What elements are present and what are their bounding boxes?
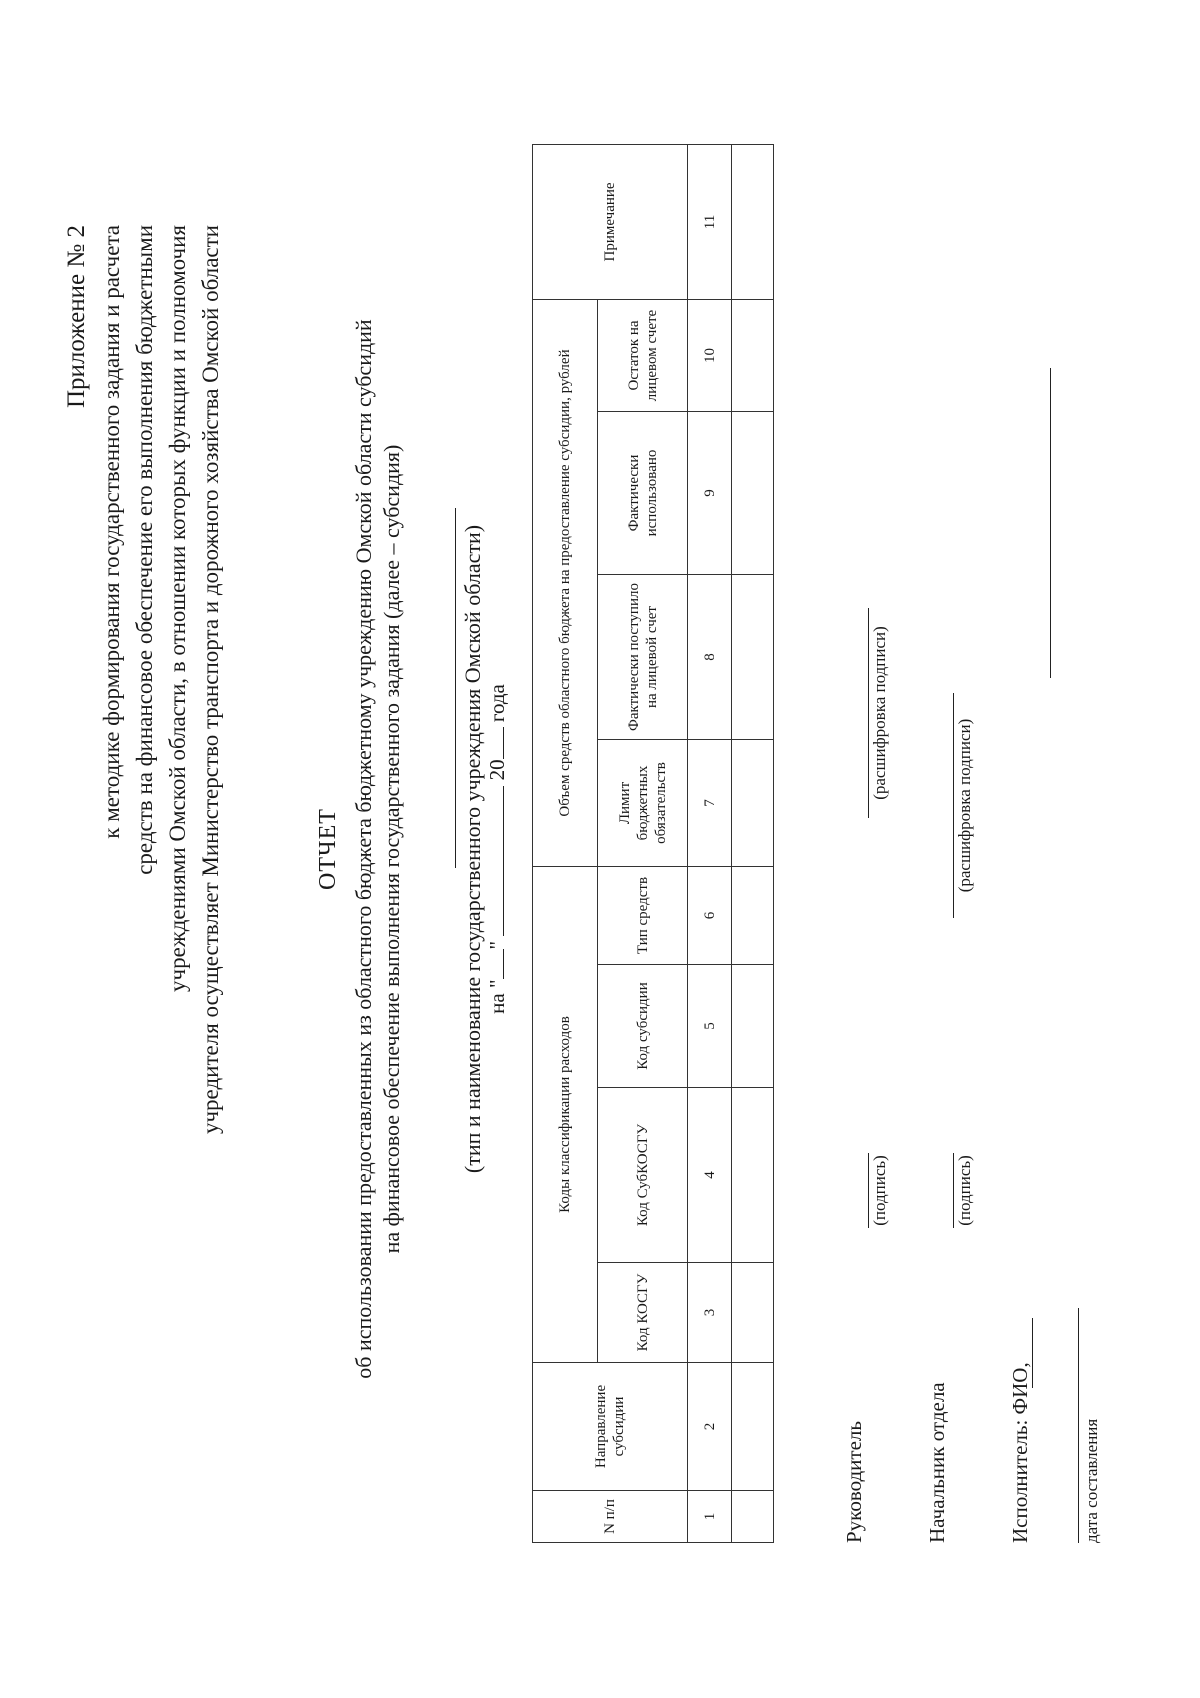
report-title: ОТЧЕТ	[315, 808, 341, 890]
report-subtitle	[350, 0, 406, 1698]
header-limit: Лимит бюджетных обязательств	[598, 740, 688, 867]
date-prefix: на "	[485, 979, 509, 1014]
year-prefix: 20	[485, 759, 509, 781]
column-number: 3	[688, 1263, 732, 1363]
date-compiled-caption: дата составления	[1082, 1418, 1101, 1543]
column-number: 1	[688, 1491, 732, 1543]
table-cell[interactable]	[732, 1491, 774, 1543]
date-compiled-line[interactable]	[1078, 1308, 1079, 1543]
column-number: 4	[688, 1088, 732, 1263]
bottom-right-line	[1050, 368, 1051, 678]
dept-head-signature-caption: (подпись)	[955, 1155, 974, 1226]
date-quote: "	[485, 940, 509, 950]
header-used: Фактически использовано	[598, 412, 688, 575]
institution-caption: (тип и наименование государственного учреждения Омской области)	[460, 524, 485, 1174]
header-num: N п/п	[533, 1491, 688, 1543]
table-cell[interactable]	[732, 575, 774, 740]
appendix-text-line: учредителя осуществляет Министерство транспорта и дорожного хозяйства Омской области	[198, 225, 223, 1135]
header-note: Примечание	[533, 144, 688, 299]
appendix-text-line: учреждениями Омской области, в отношении которых функции и полномочия	[165, 225, 190, 992]
table-cell[interactable]	[732, 867, 774, 965]
header-codes-group: Коды классификации расходов	[533, 867, 598, 1363]
head-label: Руководитель	[842, 1421, 866, 1543]
header-direction: Направление субсидии	[533, 1363, 688, 1491]
day-blank[interactable]	[485, 949, 504, 979]
header-received: Фактически поступило на лицевой счет	[598, 575, 688, 740]
dept-head-decode-line[interactable]	[953, 693, 954, 918]
appendix-number: Приложение № 2	[63, 225, 90, 409]
column-number: 7	[688, 740, 732, 867]
table-cell[interactable]	[732, 1088, 774, 1263]
table-cell[interactable]	[732, 740, 774, 867]
column-number: 6	[688, 867, 732, 965]
dept-head-label: Начальник отдела	[925, 1382, 949, 1543]
table-cell[interactable]	[732, 299, 774, 411]
table-cell[interactable]	[732, 1363, 774, 1491]
column-number: 10	[688, 299, 732, 411]
report-date	[485, 0, 510, 1698]
header-kosgu: Код КОСГУ	[598, 1263, 688, 1363]
header-volume-group: Объем средств областного бюджета на предоставление субсидии, рублей	[533, 299, 598, 866]
year-blank[interactable]	[485, 727, 504, 759]
column-number: 2	[688, 1363, 732, 1491]
head-signature-line[interactable]	[868, 1153, 869, 1228]
header-fund-type: Тип средств	[598, 867, 688, 965]
header-subsidy-code: Код субсидии	[598, 965, 688, 1088]
header-subkosgu: Код СубКОСГУ	[598, 1088, 688, 1263]
column-number: 9	[688, 412, 732, 575]
report-table	[532, 144, 774, 1543]
column-number: 5	[688, 965, 732, 1088]
column-number: 8	[688, 575, 732, 740]
appendix-header	[60, 225, 227, 1525]
head-decode-line[interactable]	[868, 608, 869, 818]
appendix-text-line: средств на финансовое обеспечение его выполнения бюджетными	[132, 225, 157, 875]
appendix-text-line: к методике формирования государственного задания и расчета	[99, 225, 124, 839]
dept-head-decode-caption: (расшифровка подписи)	[955, 718, 974, 893]
executor-name-line[interactable]	[1032, 1318, 1033, 1388]
executor-label: Исполнитель: ФИО,	[1008, 1362, 1032, 1543]
header-balance: Остаток на лицевом счете	[598, 299, 688, 411]
subtitle-line: на финансовое обеспечение выполнения государственного задания (далее – субсидия)	[379, 444, 404, 1254]
institution-name-line[interactable]	[455, 508, 456, 868]
column-number: 11	[688, 144, 732, 299]
head-decode-caption: (расшифровка подписи)	[870, 626, 889, 800]
column-number-row	[688, 144, 732, 1542]
table-cell[interactable]	[732, 144, 774, 299]
subtitle-line: об использовании предоставленных из областного бюджета бюджетному учреждению Омской области субсидий	[351, 319, 376, 1379]
head-signature-caption: (подпись)	[870, 1155, 889, 1226]
dept-head-signature-line[interactable]	[953, 1153, 954, 1228]
table-cell[interactable]	[732, 1263, 774, 1363]
year-suffix: года	[485, 684, 509, 723]
table-cell[interactable]	[732, 412, 774, 575]
table-row	[732, 144, 774, 1542]
table-cell[interactable]	[732, 965, 774, 1088]
month-blank[interactable]	[485, 786, 504, 936]
